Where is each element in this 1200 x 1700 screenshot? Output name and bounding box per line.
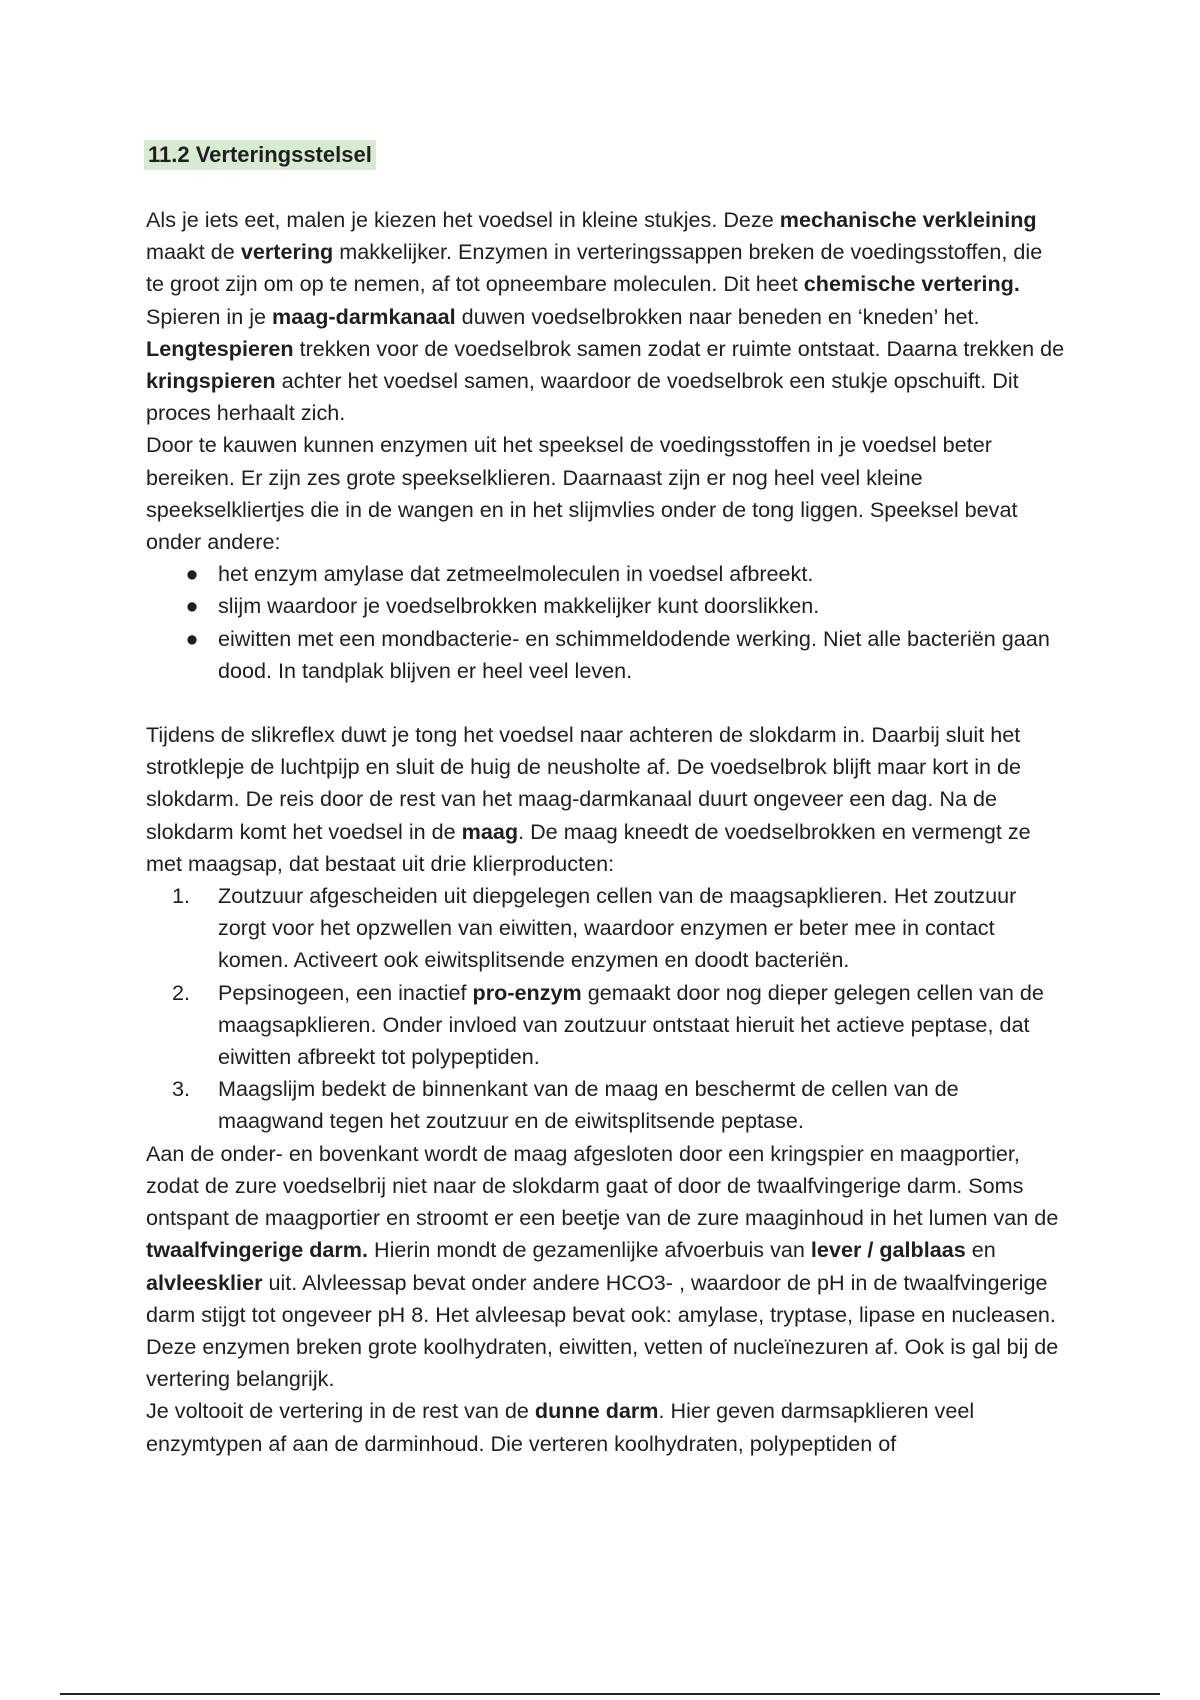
bold-term: mechanische verkleining — [779, 207, 1037, 232]
text-run: gemaakt door nog dieper gelegen cellen van de maagsapklieren. Onder invloed van zoutzuur ontstaat hieruit het actieve peptase, dat eiwitten afbreekt tot polypeptiden. — [218, 979, 1044, 1070]
text-run: achter het voedsel samen, waardoor de voedselbrok een stukje opschuift. Dit proces herhaalt zich. — [146, 368, 1019, 426]
text-run: Hierin mondt de gezamenlijke afvoerbuis van — [368, 1237, 811, 1263]
gastric-juice-list — [146, 880, 1066, 1138]
bold-term: lever / galblaas — [810, 1237, 966, 1263]
page-bottom-rule — [60, 1693, 1160, 1695]
list-number: 2. — [172, 979, 191, 1005]
text-run: . Hier geven darmsapklieren veel enzymtypen af aan de darminhoud. Die verteren koolhydraten, polypeptiden of — [146, 1398, 975, 1456]
bold-term: pro-enzym — [472, 979, 582, 1005]
spacer — [146, 687, 1066, 719]
list-item-text: eiwitten met een mondbacterie- en schimmeldodende werking. Niet alle bacteriën gaan dood. In tandplak blijven er heel veel leven. — [218, 625, 1050, 683]
text-run: Pepsinogeen, een inactief — [218, 979, 473, 1005]
list-item — [146, 880, 1066, 977]
text-run: makkelijker. Enzymen in verteringssappen breken de voedingsstoffen, die te groot zijn om op te nemen, af tot opneembare moleculen. Dit heet — [146, 239, 1043, 297]
text-run: Door te kauwen kunnen enzymen uit het speeksel de voedingsstoffen in je voedsel beter bereiken. Er zijn zes grote speekselklieren. Daarnaast zijn er nog heel veel kleine speekselkliertjes die in de wangen en in het slijmvlies onder de tong liggen. Speeksel bevat onder andere: — [146, 432, 1018, 555]
document-page — [146, 140, 1066, 1460]
paragraph-duodenum — [146, 1138, 1066, 1396]
list-item — [146, 1073, 1066, 1137]
bold-term: chemische vertering. — [803, 271, 1020, 297]
bullet-marker: ● — [185, 561, 199, 587]
bold-term: twaalfvingerige darm. — [146, 1237, 369, 1263]
text-run: Als je iets eet, malen je kiezen het voedsel in kleine stukjes. Deze — [146, 207, 780, 232]
text-run: Aan de onder- en bovenkant wordt de maag afgesloten door een kringspier en maagportier, zodat de zure voedselbrij niet naar de slokdarm gaat of door de twaalfvingerige darm. Soms ontspant de maagportier en stroomt er een beetje van de zure maaginhoud in het lumen van de — [146, 1140, 1059, 1231]
list-item — [146, 558, 1066, 590]
bullet-marker: ● — [185, 625, 199, 651]
bold-term: vertering — [240, 239, 334, 265]
text-run: Zoutzuur afgescheiden uit diepgelegen cellen van de maagsapklieren. Het zoutzuur zorgt voor het opzwellen van eiwitten, waardoor enzymen er beter mee in contact komen. Activeert ook eiwitsplitsende enzymen en doodt bacteriën. — [218, 883, 1017, 973]
section-heading: 11.2 Verteringsstelsel — [144, 140, 376, 170]
paragraph-swallowing-stomach — [146, 719, 1066, 880]
list-item — [146, 590, 1066, 622]
paragraph-mechanical-digestion — [146, 204, 1066, 429]
paragraph-small-intestine — [146, 1395, 1066, 1459]
bold-term: maag — [461, 818, 519, 844]
list-item — [146, 623, 1066, 687]
list-item-text — [218, 883, 1016, 972]
text-run: . De maag kneedt de voedselbrokken en vermengt ze met maagsap, dat bestaat uit drie klierproducten: — [146, 818, 1031, 876]
list-item-text: het enzym amylase dat zetmeelmoleculen in voedsel afbreekt. — [218, 561, 814, 587]
list-item — [146, 977, 1066, 1074]
paragraph-saliva — [146, 429, 1066, 558]
list-number: 1. — [172, 883, 191, 909]
text-run: duwen voedselbrokken naar beneden en ‘kneden’ het. — [455, 303, 980, 329]
bold-term: Lengtespieren — [146, 335, 294, 361]
bold-term: maag-darmkanaal — [272, 303, 456, 329]
list-number: 3. — [172, 1076, 191, 1102]
text-run: Tijdens de slikreflex duwt je tong het voedsel naar achteren de slokdarm in. Daarbij sluit het strotklepje de luchtpijp en sluit de huig de neusholte af. De voedselbrok blijft maar kort in de slokdarm. De reis door de rest van het maag-darmkanaal duurt ongeveer een dag. Na de slokdarm komt het voedsel in de — [146, 722, 1022, 844]
text-run: Spieren in je — [146, 303, 273, 329]
text-run: trekken voor de voedselbrok samen zodat er ruimte ontstaat. Daarna trekken de — [293, 335, 1065, 361]
text-run: en — [965, 1237, 996, 1263]
bold-term: dunne darm — [534, 1398, 659, 1424]
text-run: uit. Alvleessap bevat onder andere HCO3- , waardoor de pH in de twaalfvingerige darm stijgt tot ongeveer pH 8. Het alvleesap bevat ook: amylase, tryptase, lipase en nucleasen. Deze enzymen breken grote koolhydraten, eiwitten, vetten of nucleïnezuren af. Ook is gal bij de vertering belangrijk. — [146, 1269, 1059, 1392]
text-run: Je voltooit de vertering in de rest van de — [146, 1398, 535, 1424]
saliva-contents-list — [146, 558, 1066, 687]
list-item-text: slijm waardoor je voedselbrokken makkelijker kunt doorslikken. — [218, 593, 820, 619]
list-item-text — [218, 1076, 959, 1133]
text-run: Maagslijm bedekt de binnenkant van de maag en beschermt de cellen van de maagwand tegen het zoutzuur en de eiwitsplitsende peptase. — [218, 1076, 959, 1134]
list-item-text — [218, 980, 1044, 1069]
spacer — [146, 170, 1066, 204]
bold-term: kringspieren — [146, 368, 276, 394]
text-run: maakt de — [146, 239, 241, 265]
bullet-marker: ● — [185, 593, 199, 619]
bold-term: alvleesklier — [146, 1269, 263, 1295]
